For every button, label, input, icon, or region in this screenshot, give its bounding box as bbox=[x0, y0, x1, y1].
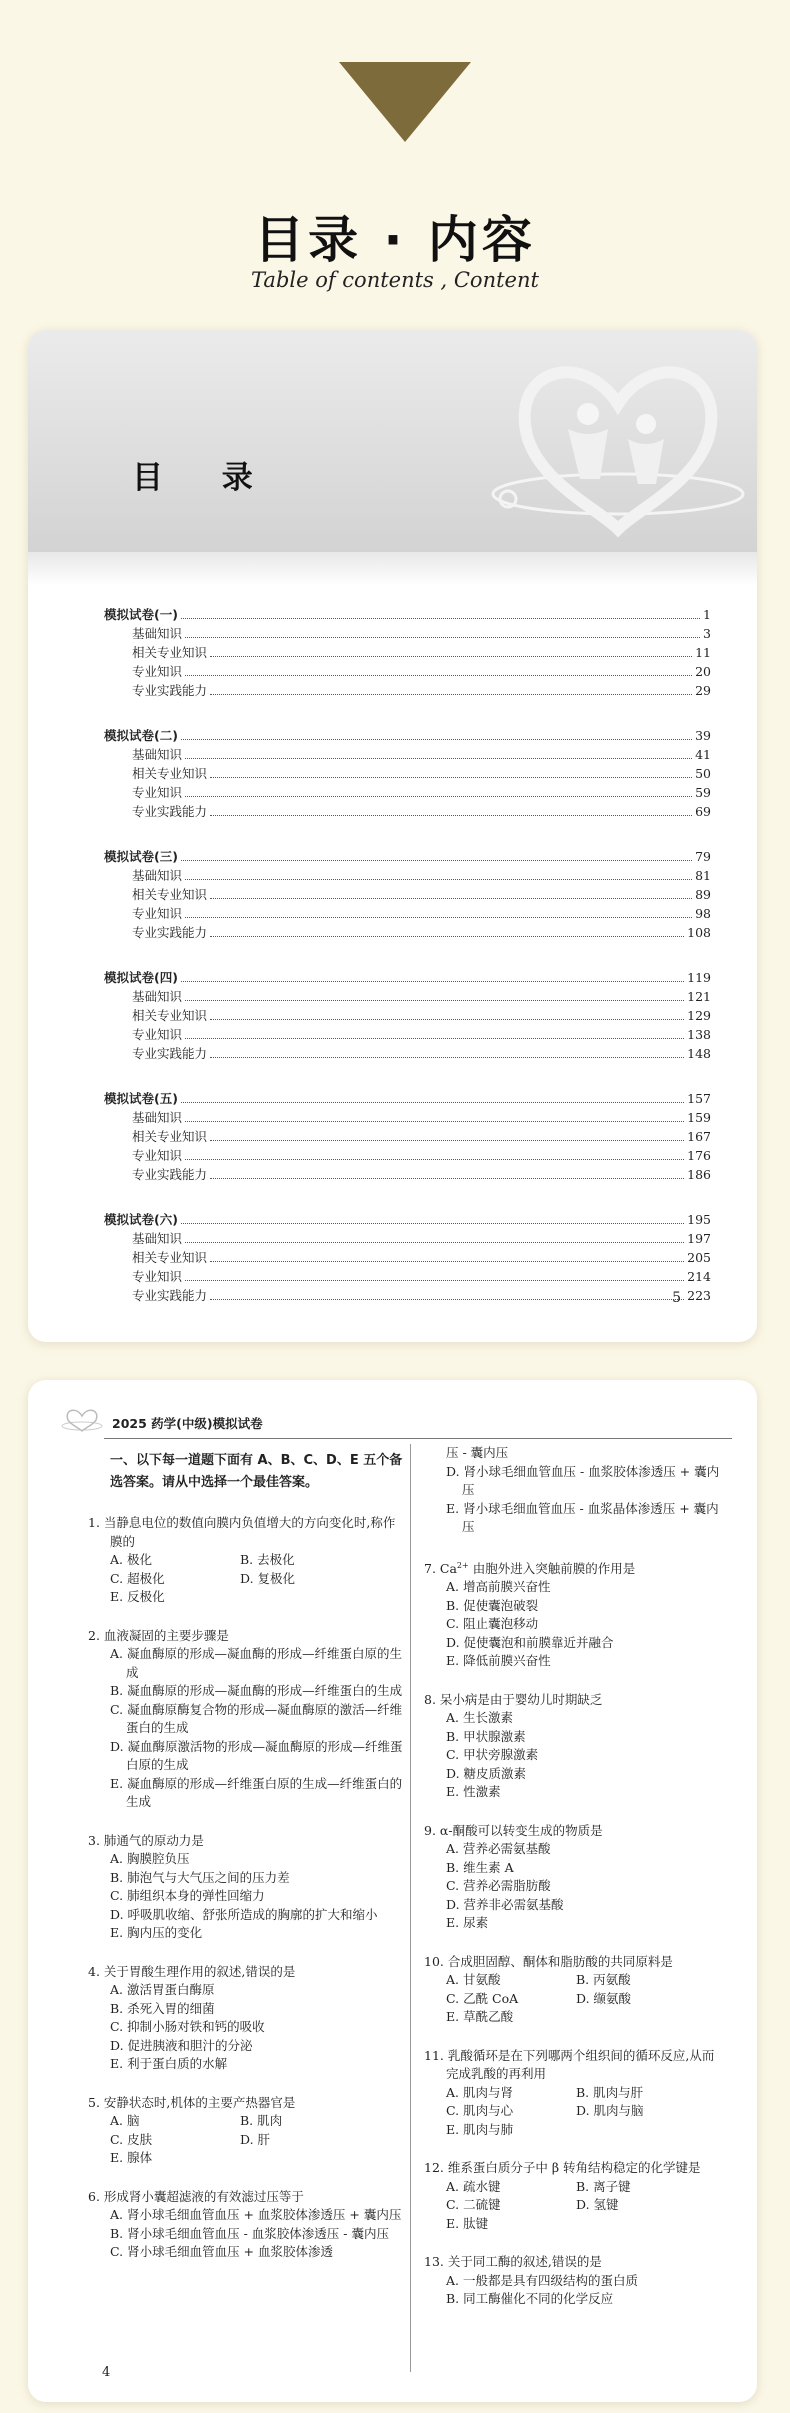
answer-option: D. 肾小球毛细血管血压 - 血浆胶体渗透压 + 囊内压 bbox=[446, 1463, 720, 1497]
answer-options bbox=[88, 1850, 403, 1943]
toc-entry-page: 148 bbox=[687, 1046, 711, 1061]
answer-option: A. 极化 bbox=[110, 1552, 152, 1567]
toc-entry-page: 41 bbox=[695, 747, 711, 762]
toc-entry-title: 专业实践能力 bbox=[132, 804, 208, 819]
toc-entry-page: 176 bbox=[687, 1148, 711, 1163]
toc-leader-dots bbox=[210, 936, 684, 937]
toc-entry-page: 159 bbox=[687, 1110, 711, 1125]
toc-heading: 目 录 bbox=[132, 460, 277, 496]
toc-entry-page: 39 bbox=[695, 728, 711, 743]
stem-superscript: 2+ bbox=[456, 1560, 469, 1570]
toc-entry-title: 专业知识 bbox=[132, 1269, 183, 1284]
answer-option: E. 凝血酶原的形成—纤维蛋白原的生成—纤维蛋白的生成 bbox=[110, 1775, 403, 1809]
toc-entry-title: 专业知识 bbox=[132, 785, 183, 800]
question-stem: 4. 关于胃酸生理作用的叙述,错误的是 bbox=[88, 1963, 296, 1979]
stem-text: 7. Ca bbox=[424, 1560, 457, 1576]
answer-option: C. 肌肉与心 bbox=[446, 2103, 514, 2119]
question-stem: 8. 呆小病是由于婴幼儿时期缺乏 bbox=[424, 1691, 603, 1707]
toc-leader-dots bbox=[210, 1299, 684, 1300]
toc-leader-dots bbox=[210, 898, 692, 899]
toc-entry-sub bbox=[104, 1108, 711, 1127]
toc-entry-sub bbox=[104, 1127, 711, 1146]
exam-page-card bbox=[28, 1380, 757, 2402]
answer-options bbox=[424, 1840, 724, 1933]
toc-entry-sub bbox=[104, 802, 711, 821]
toc-leader-dots bbox=[185, 917, 692, 918]
question bbox=[424, 1557, 724, 1671]
toc-entry-title: 相关专业知识 bbox=[132, 645, 208, 660]
toc-entry-title: 相关专业知识 bbox=[132, 887, 208, 902]
answer-option: B. 去极化 bbox=[240, 1552, 295, 1567]
toc-leader-dots bbox=[210, 777, 692, 778]
answer-option: B. 肺泡气与大气压之间的压力差 bbox=[110, 1869, 290, 1885]
answer-options bbox=[88, 1645, 403, 1812]
toc-entry-sub bbox=[104, 1006, 711, 1025]
toc-entry-sub bbox=[104, 662, 711, 681]
answer-option: E. 肽键 bbox=[446, 2215, 489, 2231]
toc-entry-title: 专业实践能力 bbox=[132, 1288, 208, 1303]
toc-entry-title: 模拟试卷(二) bbox=[104, 728, 178, 743]
toc-entry-page: 129 bbox=[687, 1008, 711, 1023]
toc-entry-sub bbox=[104, 764, 711, 783]
toc-leader-dots bbox=[210, 694, 692, 695]
answer-option: E. 利于蛋白质的水解 bbox=[110, 2056, 228, 2071]
toc-section bbox=[104, 1210, 711, 1305]
toc-entry-page: 11 bbox=[695, 645, 711, 660]
toc-leader-dots bbox=[181, 981, 684, 982]
toc-leader-dots bbox=[210, 1261, 684, 1262]
toc-entry-sub bbox=[104, 1044, 711, 1063]
toc-entry-page: 50 bbox=[695, 766, 711, 781]
answer-option: C. 甲状旁腺激素 bbox=[446, 1747, 539, 1763]
toc-entry-sub bbox=[104, 1146, 711, 1165]
answer-option: A. 疏水键 bbox=[446, 2178, 501, 2194]
question bbox=[88, 1832, 403, 1943]
answer-option: B. 维生素 A bbox=[446, 1859, 514, 1875]
toc-entry-title: 模拟试卷(一) bbox=[104, 607, 178, 622]
answer-option: E. 性激素 bbox=[446, 1784, 501, 1800]
answer-option: A. 营养必需氨基酸 bbox=[446, 1841, 551, 1857]
toc-leader-dots bbox=[210, 1178, 684, 1179]
toc-leader-dots bbox=[185, 879, 692, 880]
question bbox=[88, 2094, 403, 2168]
answer-option: B. 甲状腺激素 bbox=[446, 1728, 526, 1744]
answer-option: D. 凝血酶原激活物的形成—凝血酶原的形成—纤维蛋白原的生成 bbox=[110, 1738, 403, 1772]
question-stem: 13. 关于同工酶的叙述,错误的是 bbox=[424, 2254, 602, 2270]
answer-option: C. 阻止囊泡移动 bbox=[446, 1616, 539, 1632]
question-stem: 3. 肺通气的原动力是 bbox=[88, 1832, 204, 1848]
toc-entry-page: 197 bbox=[687, 1231, 711, 1246]
toc-entry-page: 29 bbox=[695, 683, 711, 698]
toc-entry-page: 20 bbox=[695, 664, 711, 679]
toc-entry-title: 专业实践能力 bbox=[132, 683, 208, 698]
answer-option: D. 肝 bbox=[240, 2131, 271, 2147]
answer-option: E. 反极化 bbox=[110, 1589, 165, 1604]
answer-option: C. 凝血酶原酶复合物的形成—凝血酶原的激活—纤维蛋白的生成 bbox=[110, 1701, 403, 1735]
answer-option: A. 甘氨酸 bbox=[446, 1972, 501, 1988]
question bbox=[88, 2188, 403, 2262]
heart-emblem-icon bbox=[488, 344, 748, 544]
answer-option: C. 乙酰 CoA bbox=[446, 1990, 519, 2006]
question bbox=[424, 1953, 724, 2027]
toc-entry-page: 157 bbox=[687, 1091, 711, 1106]
toc-entry-title: 相关专业知识 bbox=[132, 766, 208, 781]
answer-option: C. 肺组织本身的弹性回缩力 bbox=[110, 1888, 265, 1903]
toc-entry-sub bbox=[104, 783, 711, 802]
question-stem: 10. 合成胆固醇、酮体和脂肪酸的共同原料是 bbox=[424, 1953, 673, 1969]
page-title: 目录 · 内容 bbox=[254, 211, 536, 269]
toc-entry-title: 基础知识 bbox=[132, 989, 183, 1004]
toc-leader-dots bbox=[181, 1102, 684, 1103]
toc-leader-dots bbox=[181, 1223, 684, 1224]
answer-option: B. 离子键 bbox=[576, 2178, 631, 2194]
toc-entry-title: 基础知识 bbox=[132, 1110, 183, 1125]
answer-option: A. 增高前膜兴奋性 bbox=[446, 1579, 551, 1595]
toc-entry-page: 89 bbox=[695, 887, 711, 902]
toc-entry-sub bbox=[104, 1165, 711, 1184]
toc-entry-sub bbox=[104, 681, 711, 700]
toc-leader-dots bbox=[210, 1019, 684, 1020]
toc-entry-page: 79 bbox=[695, 849, 711, 864]
toc-banner-band bbox=[28, 552, 757, 586]
toc-section bbox=[104, 1089, 711, 1184]
toc-entry-page: 214 bbox=[687, 1269, 711, 1284]
page-number: 4 bbox=[102, 2365, 111, 2380]
answer-option: D. 呼吸肌收缩、舒张所造成的胸廓的扩大和缩小 bbox=[110, 1906, 378, 1922]
answer-options bbox=[88, 2206, 403, 2262]
section-instruction: 一、以下每一道题下面有 A、B、C、D、E 五个备选答案。请从中选择一个最佳答案。 bbox=[110, 1453, 403, 1490]
toc-entry-sub bbox=[104, 987, 711, 1006]
toc-entry-page: 186 bbox=[687, 1167, 711, 1182]
toc-card bbox=[28, 330, 757, 1342]
answer-options bbox=[88, 1551, 403, 1607]
toc-entry-title: 专业实践能力 bbox=[132, 1046, 208, 1061]
stem-text: 由胞外进入突触前膜的作用是 bbox=[468, 1560, 636, 1576]
answer-option: E. 尿素 bbox=[446, 1915, 489, 1931]
toc-entry-title: 模拟试卷(三) bbox=[104, 849, 178, 864]
answer-option: E. 胸内压的变化 bbox=[110, 1925, 203, 1940]
toc-entry-sub bbox=[104, 904, 711, 923]
answer-option: B. 凝血酶原的形成—凝血酶的形成—纤维蛋白的生成 bbox=[110, 1683, 403, 1698]
answer-option: D. 营养非必需氨基酸 bbox=[446, 1896, 564, 1912]
question-stem: 12. 维系蛋白质分子中 β 转角结构稳定的化学键是 bbox=[424, 2160, 701, 2176]
question-stem: 11. 乳酸循环是在下列哪两个组织间的循环反应,从而完成乳酸的再利用 bbox=[424, 2047, 715, 2082]
page-subtitle: Table of contents , Content bbox=[251, 268, 539, 292]
answer-option: E. 肌肉与肺 bbox=[446, 2121, 514, 2137]
header-rule bbox=[104, 1438, 732, 1439]
answer-option: A. 激活胃蛋白酶原 bbox=[110, 1982, 215, 1997]
answer-option: B. 同工酶催化不同的化学反应 bbox=[446, 2291, 614, 2307]
toc-entry-page: 108 bbox=[687, 925, 711, 940]
answer-option: C. 皮肤 bbox=[110, 2131, 153, 2147]
toc-entry-sub bbox=[104, 1267, 711, 1286]
answer-option: B. 肌肉 bbox=[240, 2113, 283, 2128]
toc-entry-sub bbox=[104, 1229, 711, 1248]
toc-leader-dots bbox=[185, 796, 692, 797]
toc-entry-page: 69 bbox=[695, 804, 711, 819]
toc-entry-page: 59 bbox=[695, 785, 711, 800]
toc-entry-title: 专业知识 bbox=[132, 906, 183, 921]
header-emblem-icon bbox=[60, 1406, 104, 1432]
answer-options bbox=[424, 1709, 724, 1802]
question-stem: 1. 当静息电位的数值向膜内负值增大的方向变化时,称作膜的 bbox=[88, 1515, 396, 1549]
toc-leader-dots bbox=[210, 1057, 684, 1058]
toc-entry-title: 专业实践能力 bbox=[132, 925, 208, 940]
question bbox=[424, 2253, 724, 2309]
answer-option: B. 肾小球毛细血管血压 - 血浆胶体渗透压 - 囊内压 bbox=[110, 2225, 389, 2241]
right-column bbox=[424, 1444, 724, 2329]
toc-list bbox=[104, 605, 711, 1331]
toc-leader-dots bbox=[210, 1140, 684, 1141]
toc-entry-title: 专业知识 bbox=[132, 1148, 183, 1163]
toc-entry-title: 模拟试卷(四) bbox=[104, 970, 178, 985]
question bbox=[424, 1691, 724, 1802]
toc-leader-dots bbox=[181, 860, 692, 861]
toc-entry-page: 195 bbox=[687, 1212, 711, 1227]
answer-option: D. 缬氨酸 bbox=[576, 1990, 632, 2006]
toc-entry-sub bbox=[104, 1286, 711, 1305]
question bbox=[424, 2047, 724, 2140]
toc-entry-sub bbox=[104, 745, 711, 764]
toc-entry-title: 相关专业知识 bbox=[132, 1008, 208, 1023]
answer-option: B. 杀死入胃的细菌 bbox=[110, 2000, 215, 2016]
question bbox=[424, 1822, 724, 1933]
toc-entry-page: 205 bbox=[687, 1250, 711, 1265]
question-stem bbox=[424, 1557, 724, 1579]
toc-leader-dots bbox=[185, 1000, 684, 1001]
toc-section bbox=[104, 847, 711, 942]
toc-entry-main bbox=[104, 968, 711, 987]
toc-entry-sub bbox=[104, 866, 711, 885]
toc-entry-main bbox=[104, 726, 711, 745]
question bbox=[88, 1627, 403, 1812]
toc-entry-page: 119 bbox=[687, 970, 711, 985]
toc-entry-page: 121 bbox=[687, 989, 711, 1004]
question-continuation bbox=[424, 1444, 724, 1537]
column-divider bbox=[410, 1444, 411, 2372]
toc-leader-dots bbox=[181, 739, 692, 740]
answer-option: D. 促进胰液和胆汁的分泌 bbox=[110, 2037, 253, 2053]
toc-entry-sub bbox=[104, 923, 711, 942]
left-column bbox=[88, 1450, 403, 2282]
running-head-title: 2025 药学(中级)模拟试卷 bbox=[112, 1416, 263, 1431]
toc-section bbox=[104, 605, 711, 700]
answer-option: E. 降低前膜兴奋性 bbox=[446, 1653, 551, 1669]
toc-entry-page: 138 bbox=[687, 1027, 711, 1042]
toc-entry-page: 98 bbox=[695, 906, 711, 921]
toc-section bbox=[104, 726, 711, 821]
toc-entry-sub bbox=[104, 643, 711, 662]
toc-entry-page: 3 bbox=[703, 626, 711, 641]
toc-entry-title: 专业实践能力 bbox=[132, 1167, 208, 1182]
answer-options bbox=[424, 1578, 724, 1671]
answer-option: A. 肌肉与肾 bbox=[446, 2084, 513, 2100]
toc-entry-title: 基础知识 bbox=[132, 747, 183, 762]
answer-option: C. 抑制小肠对铁和钙的吸收 bbox=[110, 2019, 265, 2034]
toc-leader-dots bbox=[181, 618, 700, 619]
toc-entry-title: 模拟试卷(五) bbox=[104, 1091, 178, 1106]
toc-leader-dots bbox=[185, 1280, 684, 1281]
toc-entry-title: 基础知识 bbox=[132, 626, 183, 641]
answer-option: D. 氢键 bbox=[576, 2197, 619, 2213]
toc-entry-page: 167 bbox=[687, 1129, 711, 1144]
answer-option: D. 促使囊泡和前膜靠近并融合 bbox=[446, 1634, 614, 1650]
toc-leader-dots bbox=[185, 1038, 684, 1039]
answer-option: C. 肾小球毛细血管血压 + 血浆胶体渗透 bbox=[110, 2244, 333, 2259]
question bbox=[424, 2159, 724, 2233]
toc-entry-page: 81 bbox=[695, 868, 711, 883]
question-stem: 2. 血液凝固的主要步骤是 bbox=[88, 1627, 229, 1643]
toc-entry-title: 基础知识 bbox=[132, 868, 183, 883]
answer-option: C. 超极化 bbox=[110, 1570, 165, 1586]
toc-entry-sub bbox=[104, 1025, 711, 1044]
toc-leader-dots bbox=[185, 675, 692, 676]
toc-leader-dots bbox=[185, 758, 692, 759]
running-header bbox=[52, 1402, 732, 1444]
toc-entry-main bbox=[104, 1089, 711, 1108]
question bbox=[88, 1963, 403, 2074]
toc-leader-dots bbox=[210, 656, 692, 657]
answer-option: A. 一般都是具有四级结构的蛋白质 bbox=[446, 2272, 638, 2288]
answer-option: B. 丙氨酸 bbox=[576, 1972, 631, 1988]
page-number: 5 bbox=[672, 1290, 681, 1306]
toc-entry-main bbox=[104, 847, 711, 866]
toc-entry-sub bbox=[104, 624, 711, 643]
toc-entry-title: 模拟试卷(六) bbox=[104, 1212, 178, 1227]
answer-option: C. 二硫键 bbox=[446, 2197, 501, 2213]
answer-option: D. 复极化 bbox=[240, 1570, 296, 1586]
answer-option: A. 生长激素 bbox=[446, 1710, 513, 1726]
toc-entry-title: 相关专业知识 bbox=[132, 1129, 208, 1144]
decorative-triangle bbox=[339, 62, 471, 142]
answer-options bbox=[424, 2084, 724, 2140]
toc-section bbox=[104, 968, 711, 1063]
toc-leader-dots bbox=[185, 1242, 684, 1243]
answer-options bbox=[424, 2272, 724, 2309]
toc-leader-dots bbox=[185, 1121, 684, 1122]
answer-options bbox=[88, 1981, 403, 2074]
answer-option: 压 - 囊内压 bbox=[446, 1445, 509, 1460]
answer-option: B. 肌肉与肝 bbox=[576, 2084, 644, 2100]
question-stem: 9. α-酮酸可以转变生成的物质是 bbox=[424, 1822, 603, 1838]
question bbox=[88, 1514, 403, 1607]
toc-entry-sub bbox=[104, 885, 711, 904]
toc-entry-main bbox=[104, 1210, 711, 1229]
answer-option: E. 草酰乙酸 bbox=[446, 2009, 514, 2025]
toc-entry-title: 基础知识 bbox=[132, 1231, 183, 1246]
toc-entry-main bbox=[104, 605, 711, 624]
answer-option: A. 凝血酶原的形成—凝血酶的形成—纤维蛋白原的生成 bbox=[110, 1646, 402, 1680]
answer-option: E. 腺体 bbox=[110, 2150, 153, 2165]
answer-option: D. 糖皮质激素 bbox=[446, 1765, 527, 1781]
toc-leader-dots bbox=[210, 815, 692, 816]
toc-entry-title: 专业知识 bbox=[132, 1027, 183, 1042]
toc-leader-dots bbox=[185, 1159, 684, 1160]
answer-option: C. 营养必需脂肪酸 bbox=[446, 1878, 551, 1894]
answer-option: A. 胸膜腔负压 bbox=[110, 1851, 190, 1866]
toc-entry-page: 1 bbox=[703, 607, 711, 622]
question-stem: 6. 形成肾小囊超滤液的有效滤过压等于 bbox=[88, 2188, 304, 2204]
question-stem: 5. 安静状态时,机体的主要产热器官是 bbox=[88, 2094, 296, 2110]
answer-option: E. 肾小球毛细血管血压 - 血浆晶体渗透压 + 囊内压 bbox=[446, 1500, 719, 1534]
answer-option: B. 促使囊泡破裂 bbox=[446, 1597, 539, 1613]
answer-option: A. 肾小球毛细血管血压 + 血浆胶体渗透压 + 囊内压 bbox=[110, 2207, 402, 2222]
answer-options bbox=[424, 1971, 724, 2027]
answer-option: A. 脑 bbox=[110, 2113, 140, 2128]
answer-option: D. 肌肉与脑 bbox=[576, 2103, 644, 2119]
toc-entry-title: 专业知识 bbox=[132, 664, 183, 679]
toc-entry-page: 223 bbox=[687, 1288, 711, 1303]
answer-options bbox=[424, 2178, 724, 2234]
toc-entry-title: 相关专业知识 bbox=[132, 1250, 208, 1265]
answer-options bbox=[88, 2112, 403, 2168]
toc-leader-dots bbox=[185, 637, 700, 638]
toc-entry-sub bbox=[104, 1248, 711, 1267]
